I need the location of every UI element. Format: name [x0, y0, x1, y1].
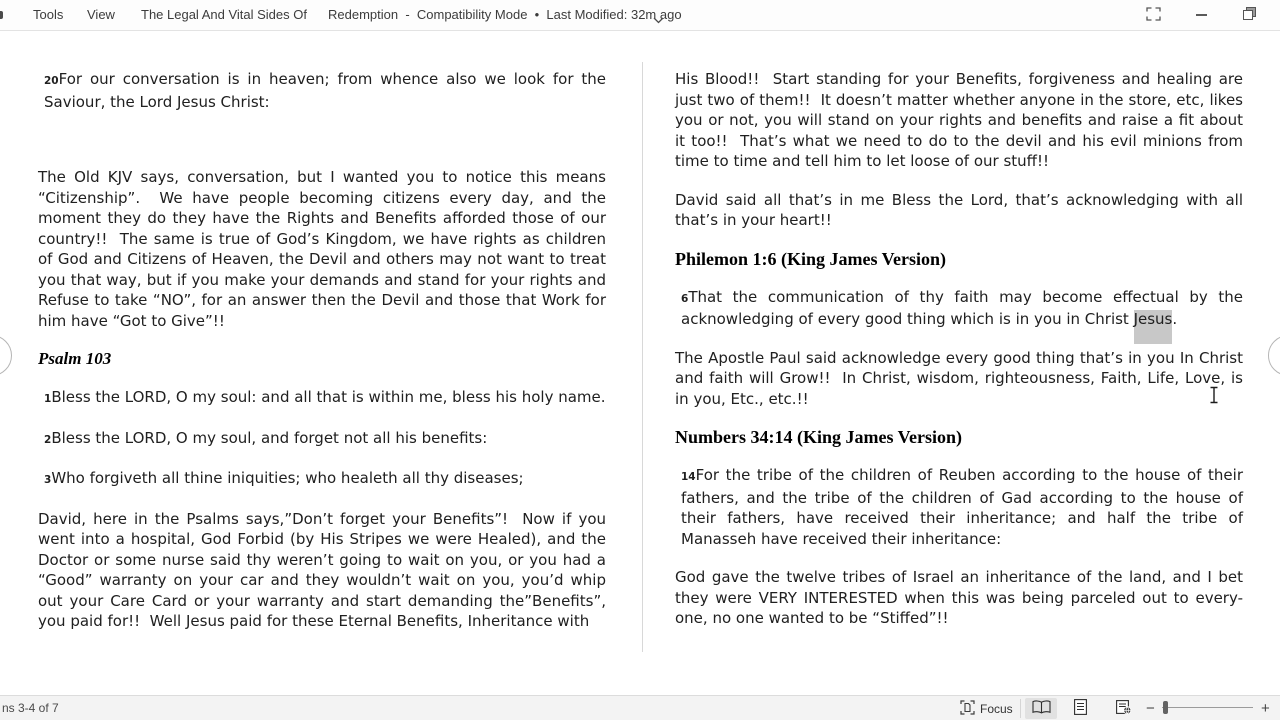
heading-philemon: Philemon 1:6 (King James Version): [675, 248, 947, 269]
verse-number: 3: [44, 474, 52, 486]
blank-lines: [38, 130, 606, 167]
heading-psalm-103: Psalm 103: [38, 349, 112, 368]
verse-number: 2: [44, 433, 52, 446]
selected-text[interactable]: Jesus: [1133, 310, 1173, 328]
verse-number: 14: [681, 471, 696, 483]
cutoff-icon: [0, 11, 3, 19]
heading-numbers: Numbers 34:14 (King James Version): [675, 427, 962, 447]
titlebar: [0, 0, 1280, 31]
verse-psalm-3: 3Who forgiveth all thine iniquities; who healeth all thy diseases;: [44, 469, 524, 487]
read-mode-button[interactable]: [1025, 698, 1057, 719]
web-layout-button[interactable]: [1108, 698, 1140, 719]
verse-number: 20: [44, 75, 59, 87]
focus-label: Focus: [980, 701, 1013, 716]
focus-button[interactable]: [956, 696, 1017, 720]
web-layout-page-icon: [1116, 699, 1132, 718]
verse-number: 6: [681, 292, 689, 305]
text-cursor-ibeam: [1208, 386, 1220, 409]
paragraph-god-gave: God gave the twelve tribes of Israel an inheritance of the land, and I bet they were VERY INTERESTED when this was being parceled out to every-one, no one wanted to be “Stiffed”!!: [675, 568, 1243, 627]
page-divider: [642, 62, 643, 652]
statusbar: [0, 695, 1280, 720]
paragraph-apostle-paul: The Apostle Paul said acknowledge every good thing that’s in you In Christ and faith will Grow!! In Christ, wisdom, righteousness, Faith, Life, Love, is in you, Etc., etc.!!: [675, 348, 1243, 408]
chevron-down-icon[interactable]: [653, 12, 664, 27]
menu-tools[interactable]: Tools: [33, 7, 64, 22]
zoom-slider-track[interactable]: [1162, 707, 1253, 708]
next-screen-button[interactable]: [1268, 335, 1280, 376]
zoom-in-button[interactable]: +: [1261, 700, 1270, 717]
document-page-right[interactable]: [675, 69, 1243, 647]
statusbar-separator: [1020, 699, 1021, 718]
print-layout-page-icon: [1074, 699, 1087, 718]
menu-view[interactable]: View: [87, 7, 115, 22]
verse-numbers-14: 14For the tribe of the children of Reuben according to the house of their fathers, and the tribe of the children of Gad according to the house of their fathers, have received their inheritance; and half the tribe of Manasseh have received their inheritance:: [681, 466, 1243, 548]
previous-screen-button[interactable]: [0, 335, 12, 376]
verse-psalm-2: 2Bless the LORD, O my soul, and forget not all his benefits:: [44, 428, 488, 447]
paragraph-david-said: David said all that’s in me Bless the Lord, that’s acknowledging with all that’s in your heart!!: [675, 190, 1243, 229]
paragraph-david-psalms: David, here in the Psalms says,”Don’t forget your Benefits”! Now if you went into a hospital, God Forbid (by His Stripes we were Healed), and the Doctor or some nurse said thy weren’t going to wait on you, or you had a “Good” warranty on your car and they wouldn’t wait on you, you’d whip out your Care Card or your warranty and start demanding the”Benefits”, you paid for!! Well Jesus paid for these Eternal Benefits, Inheritance with: [38, 509, 606, 630]
paragraph-old-kjv: The Old KJV says, conversation, but I wanted you to notice this means “Citizenship”. We have people becoming citizens every day, and the moment they do they have the Rights and Benefits afforded those of our country!! The same is true of God’s Kingdom, we have rights as children of God and Citizens of Heaven, the Devil and others may not want to treat you that way, but if you make your demands and stand for your rights and Refuse to take “NO”, for an answer then the Devil and those that Work for him have “Got to Give”!!: [38, 168, 606, 330]
minimize-button[interactable]: [1193, 7, 1210, 23]
verse-number: 1: [44, 393, 52, 405]
document-page-left[interactable]: [38, 69, 606, 650]
restore-icon: [1243, 7, 1256, 23]
verse-psalm-1: 1Bless the LORD, O my soul: and all that is within me, bless his holy name.: [44, 388, 606, 406]
zoom-out-button[interactable]: −: [1146, 700, 1155, 717]
verse-philemon-6: 6That the communication of thy faith may become effectual by the acknowledging of every good thing which is in you in Christ Jesus.: [681, 287, 1243, 328]
restore-button[interactable]: [1241, 7, 1258, 23]
document-title-status[interactable]: Redemption - Compatibility Mode • Last Modified: 32m ago: [328, 7, 682, 22]
fullscreen-icon: [1146, 7, 1161, 24]
verse-philippians-20: 20For our conversation is in heaven; from whence also we look for the Saviour, the Lord Jesus Christ:: [44, 70, 606, 111]
document-title: The Legal And Vital Sides Of: [141, 7, 307, 22]
focus-icon: [960, 700, 975, 718]
screens-indicator: ns 3-4 of 7: [2, 701, 59, 715]
fullscreen-toggle-button[interactable]: [1145, 7, 1162, 23]
read-mode-book-icon: [1032, 700, 1051, 717]
zoom-slider-thumb[interactable]: [1163, 701, 1168, 714]
minimize-icon: [1196, 14, 1207, 16]
print-layout-button[interactable]: [1064, 698, 1096, 719]
paragraph-his-blood: His Blood!! Start standing for your Benefits, forgiveness and healing are just two of them!! It doesn’t matter whether anyone in the store, etc, likes you or not, you will stand on your rights and benefits and raise a fit about it too!! That’s what we need to do to the devil and his evil minions from time to time and tell him to let loose of our stuff!!: [675, 70, 1243, 170]
